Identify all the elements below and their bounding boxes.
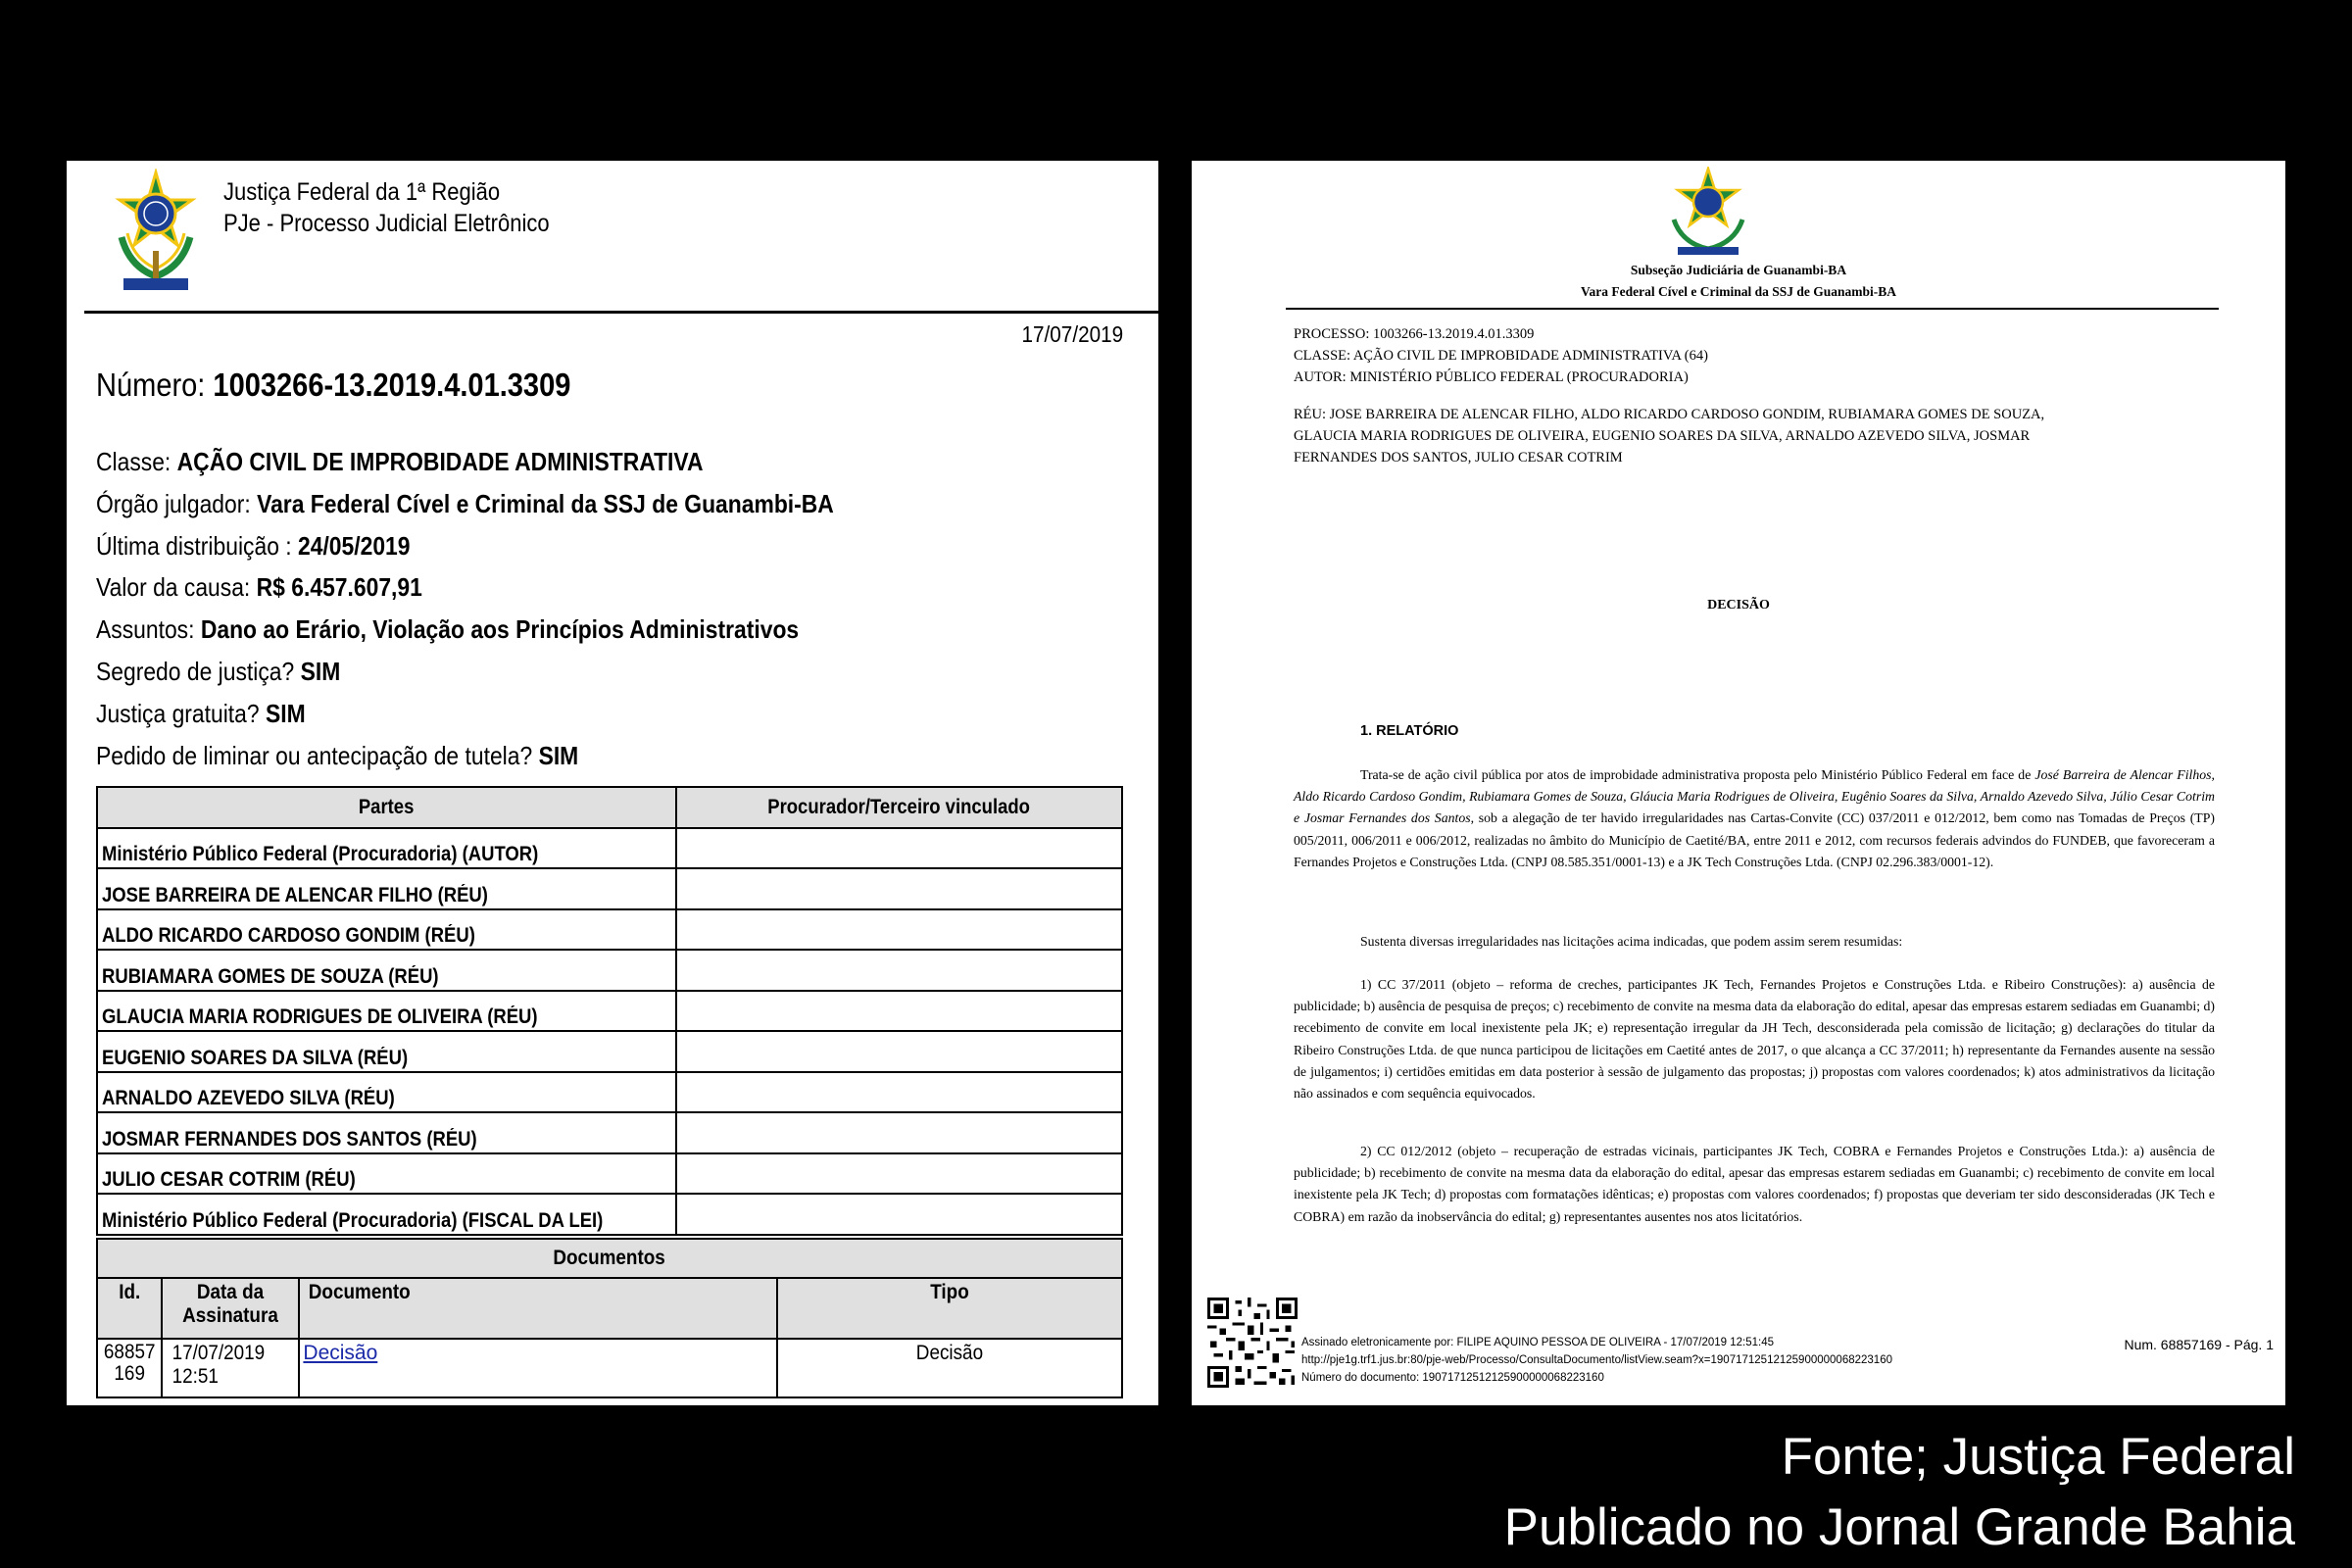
page-number: Num. 68857169 - Pág. 1	[2124, 1337, 2274, 1352]
meta-gratuita: Justiça gratuita? SIM	[96, 698, 306, 728]
relatorio-heading: 1. RELATÓRIO	[1360, 723, 1459, 739]
autor-line: AUTOR: MINISTÉRIO PÚBLICO FEDERAL (PROCURADORIA)	[1294, 369, 1689, 385]
doc-id: 68857 169	[97, 1339, 162, 1397]
paragraph-1: Trata-se de ação civil pública por atos de improbidade administrativa proposta pelo Ministério Público Federal em face de José Barreira de Alencar Filhos, Aldo Ricardo Cardoso Gondim, Rubiamara Gomes de Souza, Gláucia Maria Rodrigues de Oliveira, Eugênio Soares da Silva, Arnaldo Azevedo Silva, Júlio Cesar Cotrim e Josmar Fernandes dos Santos, sob a alegação de ter havido irregularidades nas Cartas-Convite (CC) 037/2011 e 012/2012, bem como nas Tomadas de Preços (TP) 005/2011, 006/2011 e 006/2012, realizadas no âmbito do Município de Caetité/BA, entre 2011 e 2012, com recursos federais advindos do FUNDEB, que favoreceram a Fernandes Projetos e Construções Ltda. (CNPJ 08.585.351/0001-13) e a JK Tech Construções Ltda. (CNPJ 02.296.383/0001-12).	[1294, 767, 2216, 869]
process-number-label: Número:	[96, 367, 214, 403]
documents-title-row	[97, 1239, 1122, 1278]
meta-liminar: Pedido de liminar ou antecipação de tutela? SIM	[96, 740, 579, 770]
court-name: Justiça Federal da 1ª Região	[223, 178, 501, 206]
meta-distribuicao: Última distribuição : 24/05/2019	[96, 530, 411, 561]
table-header-row	[97, 787, 1122, 828]
decision-heading: DECISÃO	[1707, 598, 1770, 612]
header-divider	[1286, 308, 2219, 310]
table-row: GLAUCIA MARIA RODRIGUES DE OLIVEIRA (RÉU)	[97, 991, 1122, 1032]
table-row: JOSMAR FERNANDES DOS SANTOS (RÉU)	[97, 1112, 1122, 1153]
table-row: JULIO CESAR COTRIM (RÉU)	[97, 1153, 1122, 1195]
processo-line: PROCESSO: 1003266-13.2019.4.01.3309	[1294, 326, 1535, 342]
decision-page	[1192, 161, 2285, 1405]
meta-assuntos: Assuntos: Dano ao Erário, Violação aos Princípios Administrativos	[96, 614, 800, 645]
paragraph-2: Sustenta diversas irregularidades nas licitações acima indicadas, que podem assim serem resumidas:	[1360, 934, 1903, 949]
parties-table	[96, 786, 1123, 1236]
document-date: 17/07/2019	[1021, 321, 1123, 347]
column-header-data: Data da Assinatura	[162, 1278, 299, 1339]
documents-title: Documentos	[97, 1239, 1122, 1278]
column-header-partes: Partes	[97, 787, 676, 828]
signature-footer	[1301, 1334, 1892, 1387]
source-caption: Fonte; Justiça Federal	[1781, 1428, 2295, 1486]
document-number-line: Número do documento: 19071712512125900000068223160	[1301, 1372, 1604, 1384]
table-row: Ministério Público Federal (Procuradoria) (FISCAL DA LEI)	[97, 1194, 1122, 1235]
document-link[interactable]: Decisão	[303, 1342, 378, 1364]
meta-orgao: Órgão julgador: Vara Federal Cível e Criminal da SSJ de Guanambi-BA	[96, 488, 834, 518]
process-number	[96, 367, 570, 404]
doc-type: Decisão	[777, 1339, 1122, 1397]
system-name: PJe - Processo Judicial Eletrônico	[223, 210, 550, 237]
column-header-documento: Documento	[299, 1278, 777, 1339]
verification-url: http://pje1g.trf1.jus.br:80/pje-web/Processo/ConsultaDocumento/listView.seam?x=19071712512125900000068223160	[1301, 1354, 1892, 1366]
reu-line: RÉU: JOSE BARREIRA DE ALENCAR FILHO, ALDO RICARDO CARDOSO GONDIM, RUBIAMARA GOMES DE SOUZA, GLAUCIA MARIA RODRIGUES DE OLIVEIRA, EUGENIO SOARES DA SILVA, ARNALDO AZEVEDO SILVA, JOSMAR FERNANDES DOS SANTOS, JULIO CESAR COTRIM	[1294, 407, 2045, 466]
process-number-value: 1003266-13.2019.4.01.3309	[213, 367, 571, 403]
brazil-coat-of-arms-icon	[1664, 167, 1752, 257]
doc-link-cell	[299, 1339, 777, 1397]
table-row: Ministério Público Federal (Procuradoria) (AUTOR)	[97, 828, 1122, 869]
column-header-tipo: Tipo	[777, 1278, 1122, 1339]
table-row: RUBIAMARA GOMES DE SOUZA (RÉU)	[97, 950, 1122, 991]
vara-title: Vara Federal Cível e Criminal da SSJ de Guanambi-BA	[1580, 284, 1896, 299]
pje-cover-page	[67, 161, 1158, 1405]
column-header-procurador: Procurador/Terceiro vinculado	[676, 787, 1122, 828]
header-divider	[84, 311, 1158, 314]
paragraph-4: 2) CC 012/2012 (objeto – recuperação de estradas vicinais, participantes JK Tech, COBRA e Fernandes Projetos e Construções Ltda.): a) ausência de publicidade; b) recebimento de convite na mesma data da elaboração do edital, apesar das empresas estarem sediadas em Guanambi; c) recebimento de convite em local inexistente pela JK Tech; d) propostas com formatações idênticas; e) propostas com valores coordenados; f) propostas que deveriam ter sido desconsideradas (JK Tech e COBRA) em razão da inobservância do edital; g) representantes ausentes nos atos licitatórios.	[1294, 1144, 2215, 1224]
paragraph-3: 1) CC 37/2011 (objeto – reforma de creches, participantes JK Tech, Fernandes Projetos e Construções Ltda. e Ribeiro Construções): a) ausência de publicidade; b) ausência de pesquisa de preços; c) recebimento de convite na mesma data da elaboração do edital, apesar das empresas estarem sediadas em Guanambi; d) recebimento de convite em local inexistente pela JK; e) representação irregular da JH Tech, desconsiderada pela comissão de licitação; g) declarações do titular da Ribeiro Construções Ltda. de que nunca participou de licitações em Caetité antes de 2017, o que alcança a CC 37/2011; h) representante da Fernandes ausente na sessão de julgamentos; i) certidões emitidas em data posterior à sessão de julgamento das propostas; j) propostas com valores coordenados; k) atos administrativos da licitação não assinados e com sequência equivocados.	[1294, 977, 2215, 1102]
subsecao-title: Subseção Judiciária de Guanambi-BA	[1630, 263, 1847, 277]
doc-date: 17/07/2019 12:51	[162, 1339, 299, 1397]
table-row	[97, 1339, 1122, 1397]
table-row: ALDO RICARDO CARDOSO GONDIM (RÉU)	[97, 909, 1122, 951]
process-metadata	[96, 441, 834, 776]
classe-line: CLASSE: AÇÃO CIVIL DE IMPROBIDADE ADMINISTRATIVA (64)	[1294, 348, 1708, 364]
meta-valor: Valor da causa: R$ 6.457.607,91	[96, 572, 422, 603]
column-header-id: Id.	[97, 1278, 162, 1339]
process-info	[1294, 323, 2215, 388]
meta-classe: Classe: AÇÃO CIVIL DE IMPROBIDADE ADMINISTRATIVA	[96, 447, 704, 476]
table-header-row	[97, 1278, 1122, 1339]
documents-table	[96, 1238, 1123, 1398]
brazil-coat-of-arms-icon	[110, 169, 202, 304]
publisher-caption: Publicado no Jornal Grande Bahia	[1503, 1498, 2295, 1556]
signature-line: Assinado eletronicamente por: FILIPE AQUINO PESSOA DE OLIVEIRA - 17/07/2019 12:51:45	[1301, 1337, 1774, 1348]
table-row: JOSE BARREIRA DE ALENCAR FILHO (RÉU)	[97, 868, 1122, 909]
page-header	[67, 161, 1158, 313]
meta-segredo: Segredo de justiça? SIM	[96, 656, 341, 686]
table-row: ARNALDO AZEVEDO SILVA (RÉU)	[97, 1072, 1122, 1113]
qr-code-icon	[1207, 1298, 1298, 1388]
table-row: EUGENIO SOARES DA SILVA (RÉU)	[97, 1031, 1122, 1072]
